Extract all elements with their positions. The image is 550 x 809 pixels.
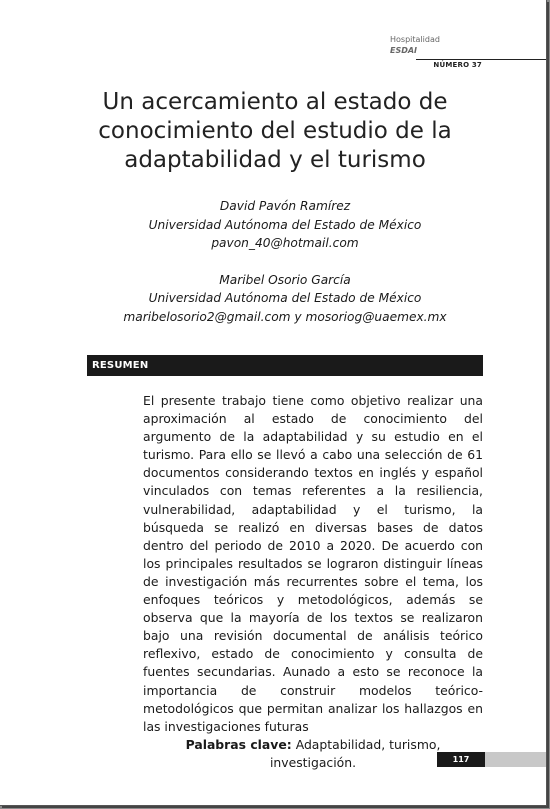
author-affiliation: Universidad Autónoma del Estado de México [148, 291, 422, 305]
page-number: 117 [437, 752, 485, 767]
journal-header [390, 34, 510, 56]
author-name: David Pavón Ramírez [219, 199, 351, 213]
header-rule [416, 59, 546, 60]
author-affiliation: Universidad Autónoma del Estado de México [148, 217, 422, 232]
abstract-text: El presente trabajo tiene como objetivo realizar una aproximación al estado de conocimiento del argumento de la adaptabilidad y su estudio en el turismo. Para ello se llevó a cabo una selección de 61 documentos considerando textos en inglés y español vinculados con temas referentes a la resiliencia, vulnerabilidad, adaptabilidad y el turismo, la búsqueda se realizó en diversas bases de datos dentro del periodo de 2010 a 2020. De acuerdo con los principales resultados se lograron distinguir líneas de investigación más recurrentes sobre el tema, los enfoques teóricos y metodológicos, además se observa que la mayoría de los textos se realizaron bajo una revisión documental de análisis teórico reflexivo, estado de conocimiento y consulta de fuentes secundarias. Aunado a esto se reconoce la importancia de construir modelos teórico-metodológicos que permitan analizar los hallazgos en las investigaciones futuras [143, 393, 483, 734]
author-list [70, 197, 500, 326]
author-name: Maribel Osorio García [219, 272, 351, 287]
keywords-values: Adaptabilidad, turismo, investigación. [269, 736, 441, 770]
abstract-heading: RESUMEN [87, 355, 483, 376]
journal-name: Hospitalidad [390, 35, 440, 44]
keywords-label: Palabras clave: [185, 736, 292, 752]
author-1 [70, 197, 500, 253]
article-title: Un acercamiento al estado de conocimiento del estudio de la adaptabilidad y el turismo [98, 89, 452, 173]
keywords-line [143, 736, 483, 772]
author-email: maribelosorio2@gmail.com y mosoriog@uaemex.mx [123, 309, 447, 324]
abstract-body [143, 392, 483, 772]
author-2 [70, 271, 500, 327]
author-email: pavon_40@hotmail.com [211, 236, 359, 250]
footer-bar [485, 752, 546, 767]
journal-subtitle: ESDAI [390, 46, 418, 55]
issue-number: NÚMERO 37 [433, 61, 482, 69]
